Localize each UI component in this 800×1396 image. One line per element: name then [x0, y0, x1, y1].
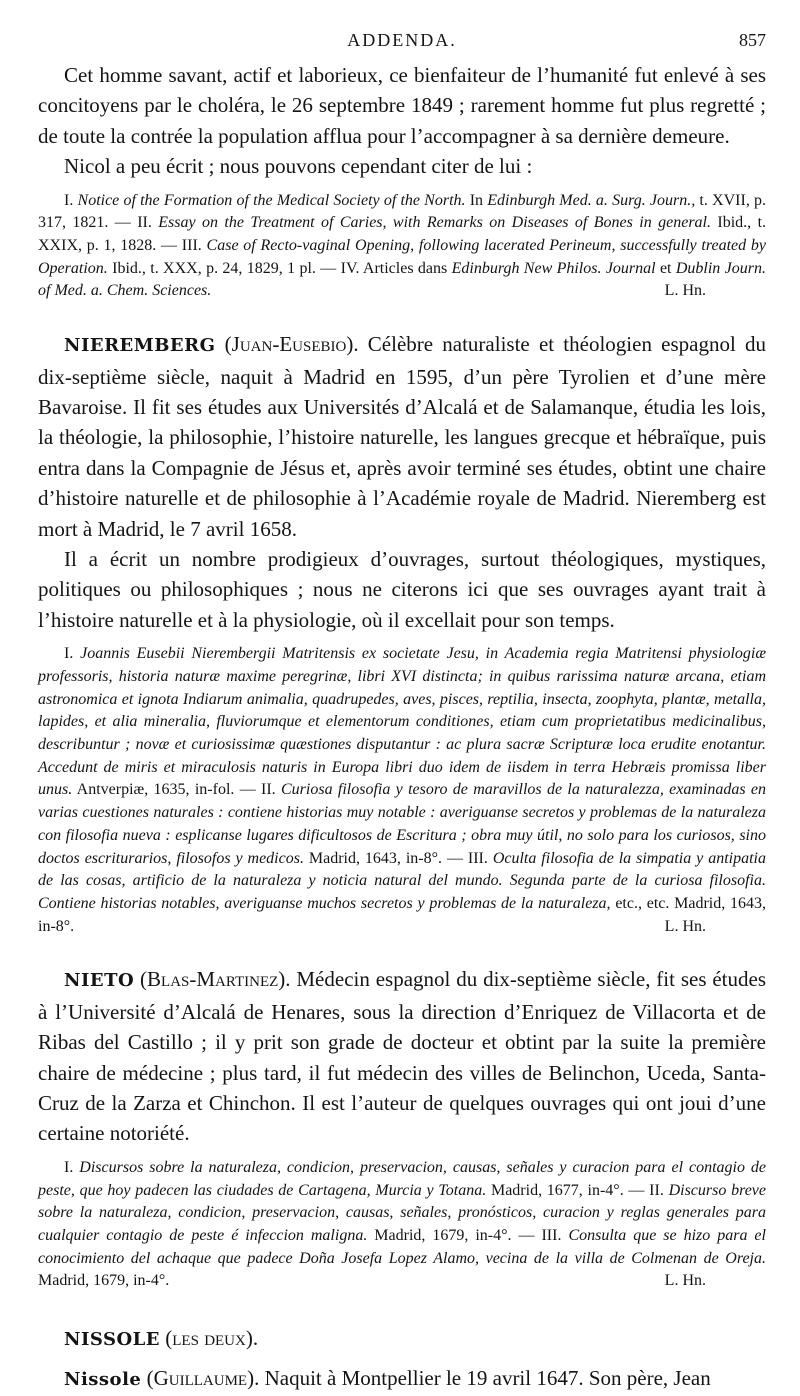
- reference-title: Dublin Journ. of Med. a. Chem. Sciences.: [38, 259, 766, 300]
- reference-title: Joannis Eusebii Nierembergii Matritensis ex societate Jesu, in Academia regia Matritensi physiologiæ professoris, historia naturæ maxime peregrinæ, libri XVI distincta; in quibus rarissima naturæ arcana, etiam astronomica et ignota Indiarum animalia, quadrupedes, aves, pisces, reptilia, insecta, zoophyta, plantæ, metalla, lapides, et alia mineralia, fluviorumque et elementorum conditiones, etiam cum proprietatibus medicinalibus, describuntur ; novæ et curiosissimæ quæstiones disputantur : ac plura sacræ Scripturæ loca erudite enotantur. Accedunt de miris et miraculosis naturis in Europa libri duo idem de iisdem in terra Hebræis promissa liber unus.: [38, 645, 767, 799]
- reference-text: Madrid, 1677, in-4°. — II.: [486, 1181, 669, 1199]
- reference-text: I.: [64, 1158, 80, 1176]
- reference-title: Case of Recto-vaginal Opening, following lacerated Perineum, successfully treated by Operation.: [38, 237, 766, 277]
- nieremberg-paragraph-1: Célèbre naturaliste et théologien espagnol du dix-septième siècle, naquit à Madrid en 1595, d’un père Tyrolien et d’une mère Bavaroise. Il fit ses études aux Universités d’Alcalá et de Salamanque, étudia les lois, la théologie, la philosophie, l’histoire naturelle, les langues grecque et hébraïque, puis entra dans la Compagnie de Jésus et, après avoir terminé ses études, obtint une chaire d’histoire naturelle et de philosophie à l’Académie royale de Madrid. Nieremberg est mort à Madrid, le 7 avril 1658.: [38, 332, 766, 541]
- nissole-guillaume-headword: Nissole: [64, 1369, 142, 1391]
- nieremberg-headword: NIEREMBERG: [64, 335, 216, 357]
- nieto-entry: [38, 964, 766, 1148]
- nicol-paragraph-1: Cet homme savant, actif et laborieux, ce bienfaiteur de l’humanité fut enlevé à ses concitoyens par le choléra, le 26 septembre 1849 ; rarement homme fut plus regretté ; de toute la contrée la population afflua pour l’accompagner à sa dernière demeure.: [38, 63, 766, 148]
- reference-title: Curiosa filosofia y tesoro de maravillos de la naturalezza, examinadas en varias cuestiones naturales : contiene historias muy notable : averiguanse secretos y problemas de la naturaleza con filosofia nueva : esplicanse lugares dificultosos de Escritura ; obra muy útil, no solo para los curiosos, sino doctos escriturarios, filosofos y medicos.: [38, 781, 766, 867]
- reference-text: etc., etc. Madrid, 1643, in-8°.: [38, 894, 766, 935]
- nissole-les-deux-entry: [38, 1323, 766, 1355]
- nissole-les-deux-headword: NISSOLE: [64, 1329, 161, 1351]
- running-title: ADDENDA.: [347, 30, 457, 50]
- reference-text: Ibid., t. XXX, p. 24, 1829, 1 pl. — IV. Articles dans: [107, 259, 452, 277]
- reference-title: Essay on the Treatment of Caries, with Remarks on Diseases of Bones in general.: [158, 214, 711, 232]
- nicol-paragraph-2: Nicol a peu écrit ; nous pouvons cependant citer de lui :: [64, 154, 533, 179]
- reference-text: I.: [64, 645, 81, 663]
- nieremberg-signature: L. Hn.: [664, 917, 706, 935]
- nissole-guillaume-names: (Guillaume).: [146, 1366, 260, 1391]
- nicol-signature: L. Hn.: [664, 282, 706, 300]
- nieto-names: (Blas-Martinez).: [140, 967, 291, 992]
- nieremberg-entry: [38, 329, 766, 544]
- reference-title: Edinburgh Med. a. Surg. Journ.,: [487, 191, 696, 209]
- running-header: [38, 0, 766, 60]
- nieto-paragraph-1: Médecin espagnol du dix-septième siècle, fit ses études à l’Université d’Alcalá de Henares, sous la direction d’Enriquez de Villacorta et de Ribas del Castillo ; il y prit son grade de docteur et obtint par la suite la première chaire de médecine ; plus tard, il fut médecin des villes de Belinchon, Uceda, Santa-Cruz de la Zarza et Chinchon. Il est l’auteur de quelques ouvrages qui ont joui d’une certaine notoriété.: [38, 967, 766, 1146]
- nissole-les-deux-names: (les deux).: [165, 1326, 259, 1351]
- reference-text: Ibid., t. XXIX, p. 1, 1828. — III.: [38, 214, 767, 255]
- reference-title: Oculta filosofia de la simpatia y antipatia de las cosas, artificio de la naturaleza y noticia natural del mundo. Segunda parte de la curiosa filosofia. Contiene historias notables, averiguanse muchos secretos y problemas de la naturaleza,: [38, 849, 766, 912]
- reference-text: Madrid, 1679, in-4°. — III.: [367, 1226, 569, 1244]
- page: [38, 0, 766, 1396]
- nieto-headword: NIETO: [64, 970, 135, 992]
- nieremberg-paragraph-2: Il a écrit un nombre prodigieux d’ouvrages, surtout théologiques, mystiques, politiques ou philosophiques ; nous ne citerons ici que ses ouvrages ayant trait à l’histoire naturelle et à la physiologie, où il excellait pour son temps.: [38, 547, 766, 632]
- reference-text: Antverpiæ, 1635, in-fol. — II.: [72, 781, 281, 799]
- reference-text: In: [465, 191, 488, 209]
- nieremberg-references: [38, 643, 766, 938]
- page-number: 857: [739, 30, 766, 50]
- reference-text: I.: [64, 191, 78, 209]
- reference-text: Madrid, 1643, in-8°. — III.: [303, 849, 493, 867]
- reference-title: Edinburgh New Philos. Journal: [451, 259, 656, 277]
- nieto-signature: L. Hn.: [664, 1272, 706, 1290]
- reference-title: Discurso breve sobre la naturaleza, condicion, preservacion, causas, señales, pronósticos, curacion y reglas generales para cualquier contagio de peste é infeccion maligna.: [38, 1181, 767, 1244]
- reference-title: Discursos sobre la naturaleza, condicion, preservacion, causas, señales y curacion para el contagio de peste, que hoy padecen las ciudades de Cartagena, Murcia y Totana.: [38, 1158, 767, 1199]
- nissole-guillaume-text: Naquit à Montpellier le 19 avril 1647. Son père, Jean: [259, 1366, 711, 1391]
- reference-text: Madrid, 1679, in-4°.: [38, 1272, 170, 1290]
- reference-title: Consulta que se hizo para el conocimiento del achaque que padece Doña Josefa Lopez Alamo, vecina de la villa de Colmenan de Oreja.: [38, 1226, 766, 1267]
- reference-text: t. XVII, p. 317, 1821. — II.: [38, 191, 767, 232]
- nieremberg-names: (Juan-Eusebio).: [224, 332, 359, 357]
- reference-text: et: [655, 259, 676, 277]
- reference-title: Notice of the Formation of the Medical Society of the North.: [77, 191, 466, 209]
